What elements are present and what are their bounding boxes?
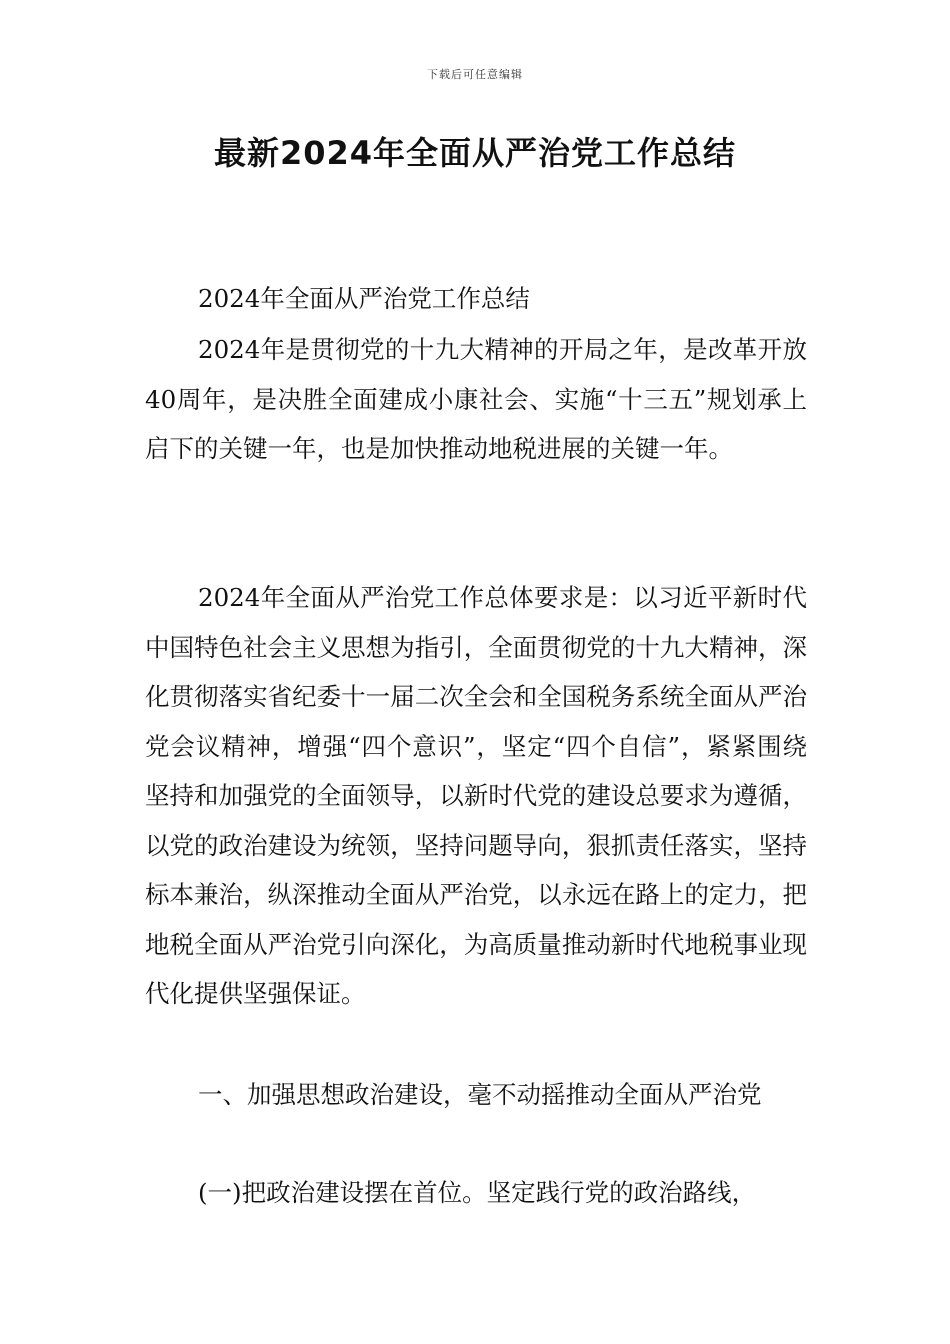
header-note: 下载后可任意编辑 [427, 68, 523, 81]
section-heading-1: 一、加强思想政治建设，毫不动摇推动全面从严治党 [198, 1080, 762, 1109]
document-title: 最新2024年全面从严治党工作总结 [213, 134, 737, 172]
paragraph-requirements: 2024年全面从严治党工作总体要求是：以习近平新时代中国特色社会主义思想为指引，全面贯彻党的十九大精神，深化贯彻落实省纪委十一届二次全会和全国税务系统全面从严治党会议精神，增强“四个意识”，坚定“四个自信”，紧紧围绕坚持和加强党的全面领导，以新时代党的建设总要求为遵循，以党的政治建设为统领，坚持问题导向，狠抓责任落实，坚持标本兼治，纵深推动全面从严治党，以永远在路上的定力，把地税全面从严治党引向深化，为高质量推动新时代地税事业现代化提供坚强保证。 [145, 583, 807, 1008]
paragraph-subtitle: 2024年全面从严治党工作总结 [198, 284, 530, 313]
paragraph-intro: 2024年是贯彻党的十九大精神的开局之年，是改革开放40周年，是决胜全面建成小康社会、实施“十三五”规划承上启下的关键一年，也是加快推动地税进展的关键一年。 [145, 335, 807, 463]
paragraph-subsection-1: (一)把政治建设摆在首位。坚定践行党的政治路线， [198, 1178, 757, 1207]
